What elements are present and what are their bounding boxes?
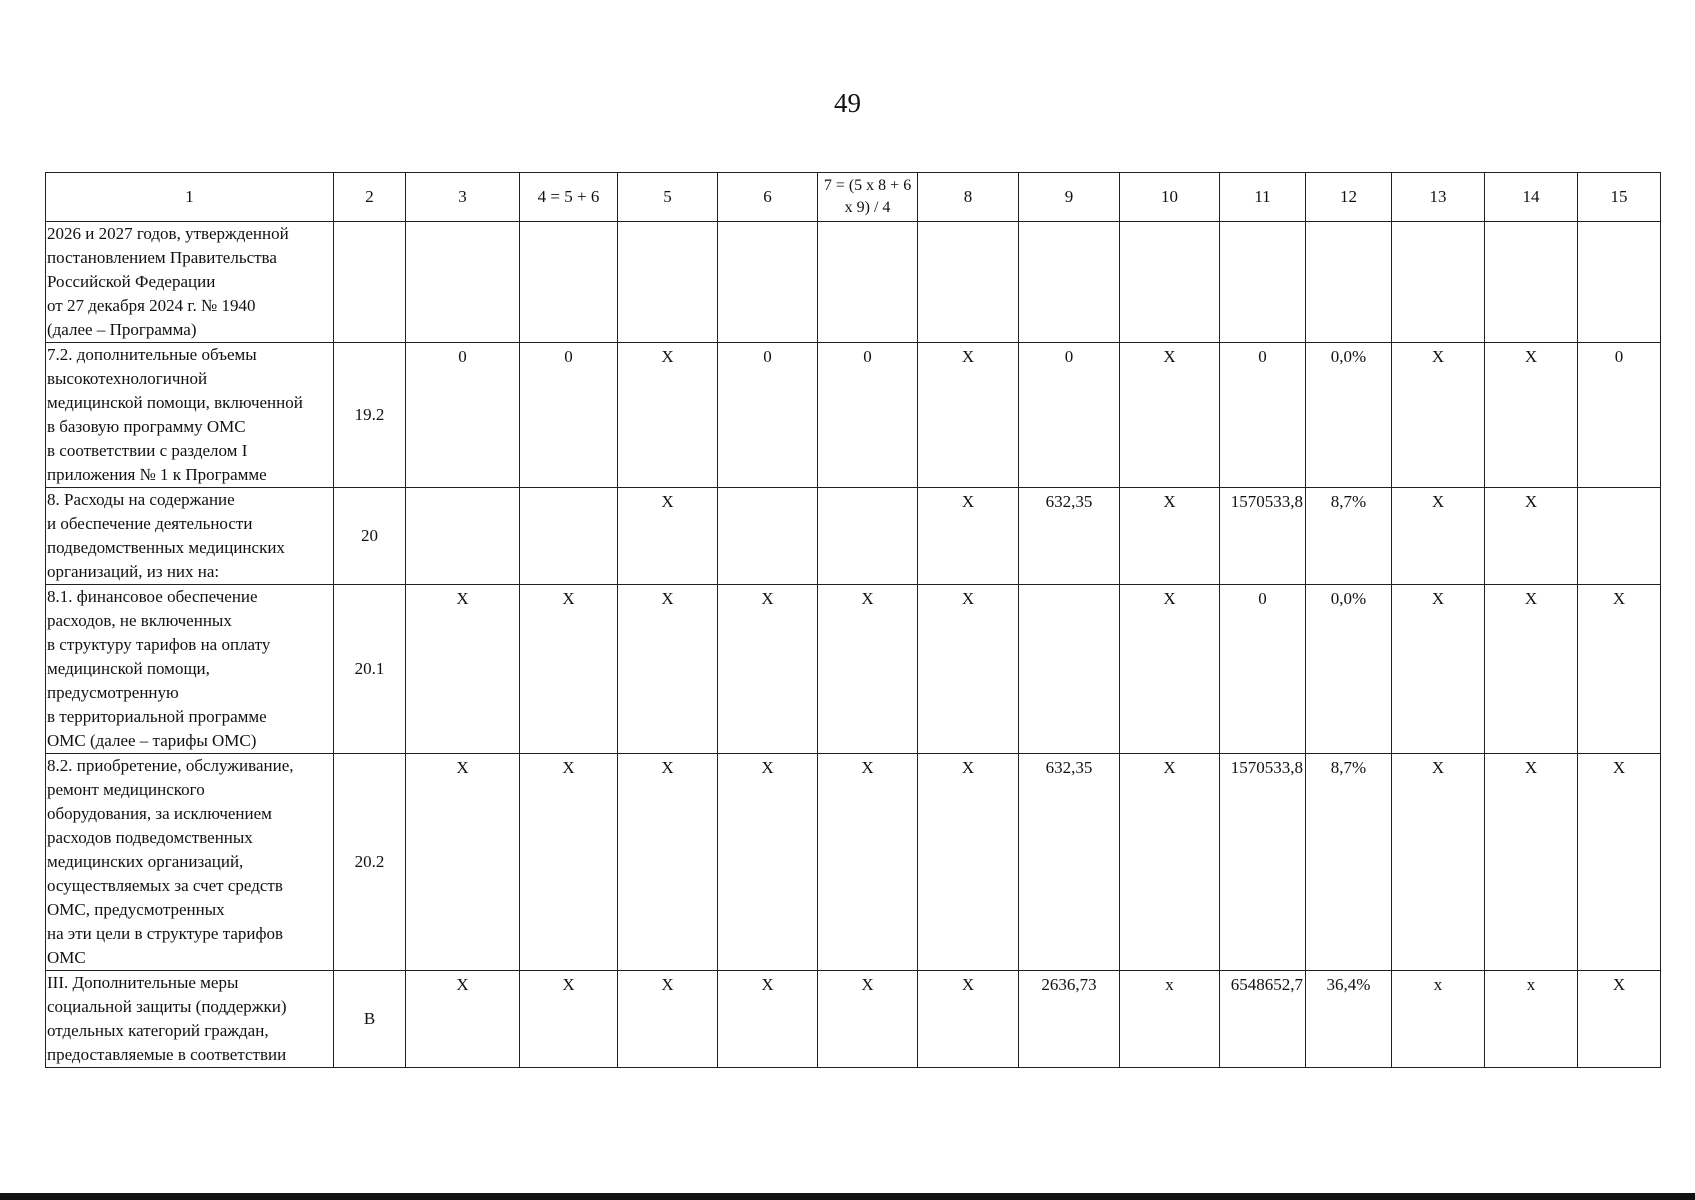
table-cell: X bbox=[520, 754, 618, 971]
row-description: III. Дополнительные меры социальной защиты (поддержки) отдельных категорий граждан, предоставляемые в соответствии bbox=[46, 971, 334, 1068]
table-cell bbox=[406, 222, 520, 343]
table-cell: 0,0% bbox=[1306, 343, 1392, 488]
table-cell: X bbox=[1578, 585, 1661, 754]
row-description: 2026 и 2027 годов, утвержденной постановлением Правительства Российской Федерации от 27 декабря 2024 г. № 1940 (далее – Программа) bbox=[46, 222, 334, 343]
table-cell bbox=[1578, 222, 1661, 343]
row-description: 7.2. дополнительные объемы высокотехнологичной медицинской помощи, включенной в базовую программу ОМС в соответствии с разделом I приложения № 1 к Программе bbox=[46, 343, 334, 488]
table-cell: X bbox=[520, 971, 618, 1068]
table-cell: X bbox=[918, 971, 1019, 1068]
table-cell: 0 bbox=[406, 343, 520, 488]
column-header: 5 bbox=[618, 173, 718, 222]
table-cell: X bbox=[918, 343, 1019, 488]
table-cell: X bbox=[1120, 343, 1220, 488]
table-cell bbox=[818, 222, 918, 343]
table-cell: X bbox=[618, 343, 718, 488]
table-cell: 0 bbox=[520, 343, 618, 488]
table-cell: X bbox=[1392, 754, 1485, 971]
table-cell: 632,35 bbox=[1019, 754, 1120, 971]
table-cell: X bbox=[1485, 585, 1578, 754]
table-cell: 0 bbox=[718, 343, 818, 488]
table-cell: X bbox=[1120, 488, 1220, 585]
table-cell: 0 bbox=[818, 343, 918, 488]
column-header: 3 bbox=[406, 173, 520, 222]
table-cell bbox=[1019, 585, 1120, 754]
column-header: 6 bbox=[718, 173, 818, 222]
table-cell bbox=[1392, 222, 1485, 343]
table-cell bbox=[618, 222, 718, 343]
table-cell: X bbox=[406, 971, 520, 1068]
table-cell bbox=[818, 488, 918, 585]
column-header: 1 bbox=[46, 173, 334, 222]
table-cell: X bbox=[1120, 585, 1220, 754]
row-code: 20 bbox=[334, 488, 406, 585]
table-row bbox=[46, 971, 1661, 1068]
table-cell: X bbox=[918, 585, 1019, 754]
table-cell: X bbox=[1392, 343, 1485, 488]
table-cell: X bbox=[618, 971, 718, 1068]
table-cell bbox=[718, 488, 818, 585]
table-cell: 0 bbox=[1220, 343, 1306, 488]
column-header: 12 bbox=[1306, 173, 1392, 222]
table-cell: 0,0% bbox=[1306, 585, 1392, 754]
table-cell bbox=[520, 488, 618, 585]
column-header: 7 = (5 x 8 + 6 x 9) / 4 bbox=[818, 173, 918, 222]
table-cell: 1570533,8 bbox=[1220, 488, 1306, 585]
table-cell: X bbox=[406, 585, 520, 754]
table-cell: 1570533,8 bbox=[1220, 754, 1306, 971]
row-code: 20.2 bbox=[334, 754, 406, 971]
table-row bbox=[46, 222, 1661, 343]
table-row bbox=[46, 585, 1661, 754]
column-header: 8 bbox=[918, 173, 1019, 222]
table-cell: X bbox=[718, 585, 818, 754]
table-cell: x bbox=[1120, 971, 1220, 1068]
table-cell: 8,7% bbox=[1306, 488, 1392, 585]
table-cell: 2636,73 bbox=[1019, 971, 1120, 1068]
table-cell: X bbox=[1578, 971, 1661, 1068]
table-cell bbox=[1120, 222, 1220, 343]
column-header: 4 = 5 + 6 bbox=[520, 173, 618, 222]
column-header: 15 bbox=[1578, 173, 1661, 222]
table-cell bbox=[1019, 222, 1120, 343]
table-cell: X bbox=[718, 971, 818, 1068]
table-cell: X bbox=[618, 488, 718, 585]
table-cell bbox=[1485, 222, 1578, 343]
row-code: 19.2 bbox=[334, 343, 406, 488]
table-cell: X bbox=[406, 754, 520, 971]
page-number: 49 bbox=[834, 88, 861, 118]
table-cell: X bbox=[520, 585, 618, 754]
table-cell: 0 bbox=[1578, 343, 1661, 488]
table-cell: 6548652,7 bbox=[1220, 971, 1306, 1068]
table-cell: 36,4% bbox=[1306, 971, 1392, 1068]
table-cell: X bbox=[918, 488, 1019, 585]
table-cell bbox=[1578, 488, 1661, 585]
table-cell: X bbox=[1485, 754, 1578, 971]
row-code: 20.1 bbox=[334, 585, 406, 754]
table-cell: X bbox=[1485, 488, 1578, 585]
table-row bbox=[46, 488, 1661, 585]
table-cell: X bbox=[818, 754, 918, 971]
column-header: 10 bbox=[1120, 173, 1220, 222]
table-cell: x bbox=[1392, 971, 1485, 1068]
table-cell: X bbox=[1120, 754, 1220, 971]
table-cell bbox=[918, 222, 1019, 343]
table-cell: 632,35 bbox=[1019, 488, 1120, 585]
table-cell: 0 bbox=[1220, 585, 1306, 754]
table-cell: X bbox=[818, 585, 918, 754]
table-cell bbox=[406, 488, 520, 585]
column-header: 13 bbox=[1392, 173, 1485, 222]
table-cell bbox=[1220, 222, 1306, 343]
row-description: 8.1. финансовое обеспечение расходов, не включенных в структуру тарифов на оплату медицинской помощи, предусмотренную в территориальной программе ОМС (далее – тарифы ОМС) bbox=[46, 585, 334, 754]
column-header: 2 bbox=[334, 173, 406, 222]
table-cell bbox=[1306, 222, 1392, 343]
table-cell: X bbox=[1392, 585, 1485, 754]
row-description: 8. Расходы на содержание и обеспечение деятельности подведомственных медицинских организаций, из них на: bbox=[46, 488, 334, 585]
table-cell: X bbox=[718, 754, 818, 971]
table-cell: 8,7% bbox=[1306, 754, 1392, 971]
table-cell: 0 bbox=[1019, 343, 1120, 488]
table-cell: X bbox=[918, 754, 1019, 971]
column-header: 9 bbox=[1019, 173, 1120, 222]
table-cell: X bbox=[818, 971, 918, 1068]
table-cell: X bbox=[1392, 488, 1485, 585]
table-row bbox=[46, 754, 1661, 971]
table-cell: X bbox=[1578, 754, 1661, 971]
column-header: 14 bbox=[1485, 173, 1578, 222]
scan-edge-bar bbox=[0, 1193, 1695, 1200]
table-header-row bbox=[46, 173, 1661, 222]
table-row bbox=[46, 343, 1661, 488]
table-cell bbox=[718, 222, 818, 343]
table-cell: X bbox=[618, 585, 718, 754]
row-description: 8.2. приобретение, обслуживание, ремонт медицинского оборудования, за исключением расходов подведомственных медицинских организаций, осуществляемых за счет средств ОМС, предусмотренных на эти цели в структуре тарифов ОМС bbox=[46, 754, 334, 971]
table-cell: x bbox=[1485, 971, 1578, 1068]
table-cell bbox=[520, 222, 618, 343]
table-cell: X bbox=[618, 754, 718, 971]
row-code bbox=[334, 222, 406, 343]
data-table bbox=[45, 172, 1661, 1068]
row-code: В bbox=[334, 971, 406, 1068]
table-cell: X bbox=[1485, 343, 1578, 488]
column-header: 11 bbox=[1220, 173, 1306, 222]
